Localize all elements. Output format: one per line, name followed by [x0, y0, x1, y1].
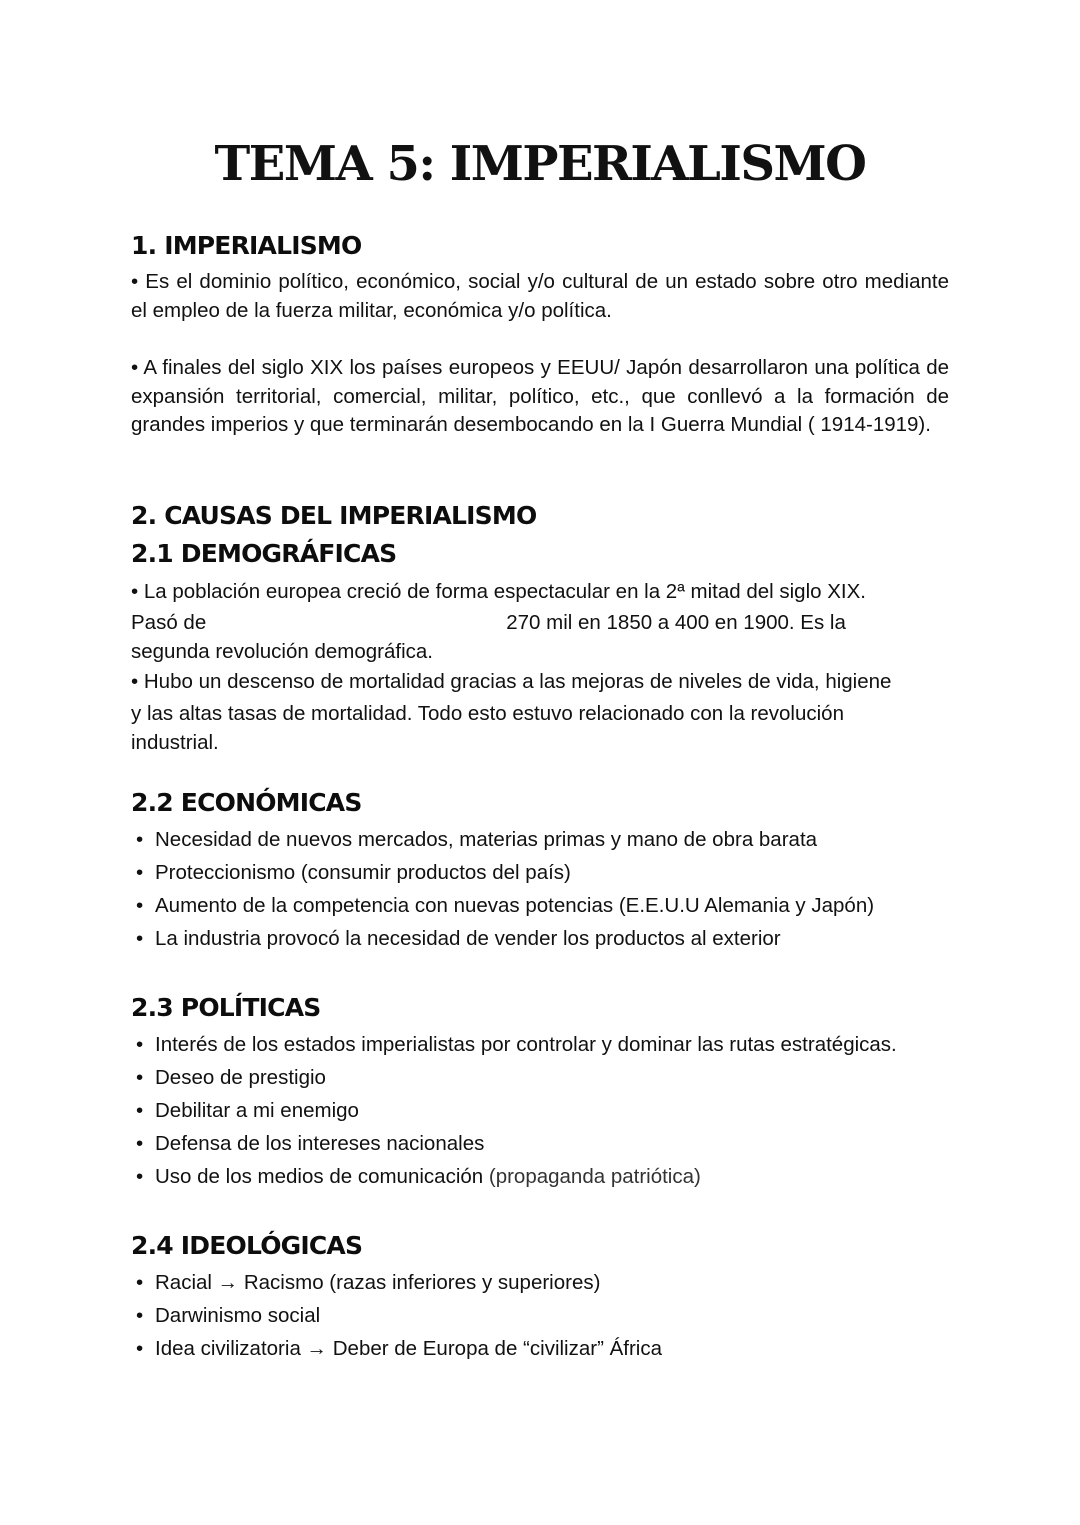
- demograficas-line: y las altas tasas de mortalidad. Todo esto estuvo relacionado con la revolución: [131, 702, 844, 725]
- subsection-heading-demograficas: 2.1 DEMOGRÁFICAS: [131, 539, 397, 568]
- list-item: [131, 1160, 961, 1193]
- paragraph-definition: • Es el dominio político, económico, social y/o cultural de un estado sobre otro mediante el empleo de la fuerza militar, económica y/o política.: [131, 270, 949, 322]
- list-item: • Defensa de los intereses nacionales: [131, 1127, 961, 1160]
- list-item: • Proteccionismo (consumir productos del país): [131, 856, 961, 889]
- list-item-note: (propaganda patriótica): [488, 1165, 701, 1188]
- politicas-list: [131, 1028, 961, 1193]
- list-item-text: Uso de los medios de comunicación: [155, 1165, 484, 1188]
- subsection-heading-ideologicas: 2.4 IDEOLÓGICAS: [131, 1231, 363, 1260]
- demograficas-text: 270 mil en 1850 a 400 en 1900. Es la: [506, 611, 846, 634]
- demograficas-line: segunda revolución demográfica.: [131, 640, 433, 663]
- subsection-heading-economicas: 2.2 ECONÓMICAS: [131, 788, 362, 817]
- list-item: • Interés de los estados imperialistas por controlar y dominar las rutas estratégicas.: [131, 1028, 961, 1061]
- list-item: • Debilitar a mi enemigo: [131, 1094, 961, 1127]
- list-item: • Deseo de prestigio: [131, 1061, 961, 1094]
- section-heading-causas: 2. CAUSAS DEL IMPERIALISMO: [131, 501, 537, 530]
- list-item: • Idea civilizatoria → Deber de Europa de “civilizar” África: [131, 1332, 961, 1365]
- economicas-list: [131, 823, 961, 955]
- list-item: • Racial → Racismo (razas inferiores y superiores): [131, 1266, 961, 1299]
- subsection-heading-politicas: 2.3 POLÍTICAS: [131, 993, 321, 1022]
- paragraph-expansion: • A finales del siglo XIX los países europeos y EEUU/ Japón desarrollaron una política de expansión territorial, comercial, militar, político, etc., que conllevó a la formación de grandes imperios y que terminarán desembocando en la I Guerra Mundial ( 1914-1919).: [131, 356, 949, 437]
- section-heading-imperialismo: 1. IMPERIALISMO: [131, 231, 362, 260]
- list-item: • Darwinismo social: [131, 1299, 961, 1332]
- demograficas-line: • La población europea creció de forma espectacular en la 2ª mitad del siglo XIX.: [131, 580, 866, 603]
- ideologicas-list: [131, 1266, 961, 1365]
- demograficas-text: Pasó de: [131, 611, 207, 634]
- list-item: • Aumento de la competencia con nuevas potencias (E.E.U.U Alemania y Japón): [131, 889, 961, 922]
- list-item: • Necesidad de nuevos mercados, materias primas y mano de obra barata: [131, 823, 961, 856]
- demograficas-line: industrial.: [131, 731, 219, 754]
- demograficas-line: • Hubo un descenso de mortalidad gracias a las mejoras de niveles de vida, higiene: [131, 670, 892, 693]
- list-item: • La industria provocó la necesidad de vender los productos al exterior: [131, 922, 961, 955]
- page-title: TEMA 5: IMPERIALISMO: [214, 136, 866, 192]
- demograficas-line: [131, 608, 846, 638]
